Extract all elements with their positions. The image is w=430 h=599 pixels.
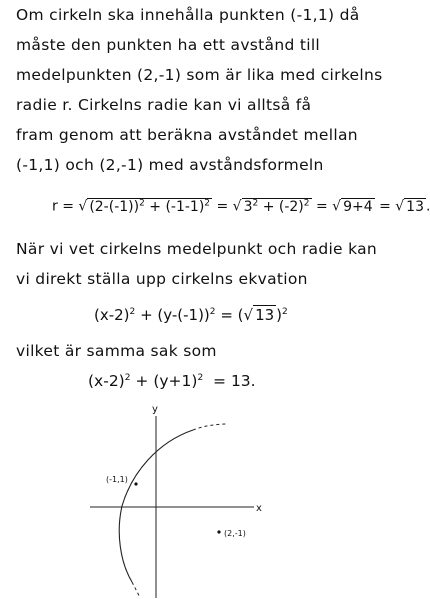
sqrt-symbol: √	[243, 306, 254, 324]
eq1-exp-1: 2	[139, 198, 145, 208]
sqrt-3: 9+4	[343, 198, 373, 215]
text-line-3: medelpunkten (2,-1) som är lika med cirkelns	[16, 66, 383, 84]
eq2-e: )	[276, 306, 283, 324]
text-line-4: radie r. Cirkelns radie kan vi alltså få	[16, 96, 312, 114]
x-axis-label: x	[256, 503, 262, 514]
eq1-equals-a: =	[216, 198, 229, 215]
eq1-term-4: + (-2)	[258, 198, 304, 215]
eq2-b: + (y-(-1))	[140, 306, 210, 324]
center-point	[217, 530, 220, 533]
eq1-exp-4: 2	[303, 198, 310, 208]
radius-equation	[52, 198, 430, 215]
eq1-exp-3: 2	[252, 198, 259, 208]
text-line-1: Om cirkeln ska innehålla punkten (-1,1) då	[16, 6, 360, 24]
eq3-exp-a: 2	[124, 372, 131, 383]
eq1-term-1: (2-(-1))	[89, 198, 140, 215]
sqrt-symbol: √	[232, 198, 242, 215]
text-line-9: vilket är samma sak som	[16, 342, 217, 360]
circle-arc-dashed-top	[193, 424, 228, 430]
sqrt-4: 13	[406, 198, 424, 215]
eq2-exp-c: 2	[282, 307, 288, 317]
y-axis-label: y	[152, 404, 158, 415]
eq2-exp-b: 2	[209, 307, 216, 317]
eq2-c: = (	[220, 306, 244, 324]
point-on-circle	[134, 482, 137, 485]
text-line-7: När vi vet cirkelns medelpunkt och radie kan	[16, 240, 378, 258]
text-line-6: (-1,1) och (2,-1) med avståndsformeln	[16, 156, 324, 174]
point-on-circle-label: (-1,1)	[106, 475, 128, 484]
eq3-a: (x-2)	[88, 372, 125, 390]
center-point-label: (2,-1)	[224, 529, 246, 538]
sqrt-2	[242, 198, 312, 215]
eq1-end	[426, 199, 430, 215]
text-line-8: vi direkt ställa upp cirkelns ekvation	[16, 270, 308, 288]
eq1-term-2: + (-1-1)	[144, 198, 205, 215]
sqrt-1	[87, 198, 212, 215]
eq3-exp-b: 2	[197, 372, 204, 383]
eq3-b: + (y+1)	[135, 372, 198, 390]
eq1-equals-b: =	[315, 198, 328, 215]
circle-arc-dashed-bottom	[132, 582, 140, 598]
sqrt-symbol: √	[395, 198, 405, 215]
circle-equation-1	[94, 306, 288, 324]
eq2-d: 13	[255, 306, 275, 324]
eq2-a: (x-2)	[94, 306, 130, 324]
circle-equation-2	[88, 372, 256, 390]
eq1-term-3: 3	[243, 198, 253, 215]
text-line-2: måste den punkten ha ett avstånd till	[16, 36, 321, 54]
circle-sketch	[88, 402, 288, 598]
eq1-exp-2: 2	[204, 198, 211, 208]
sqrt-symbol: √	[78, 198, 88, 215]
text-line-5: fram genom att beräkna avståndet mellan	[16, 126, 358, 144]
eq1-lhs: r =	[52, 198, 74, 215]
sqrt-symbol: √	[332, 198, 342, 215]
eq2-exp-a: 2	[129, 307, 136, 317]
eq1-equals-c: =	[379, 198, 391, 215]
eq3-c: = 13.	[213, 372, 256, 390]
